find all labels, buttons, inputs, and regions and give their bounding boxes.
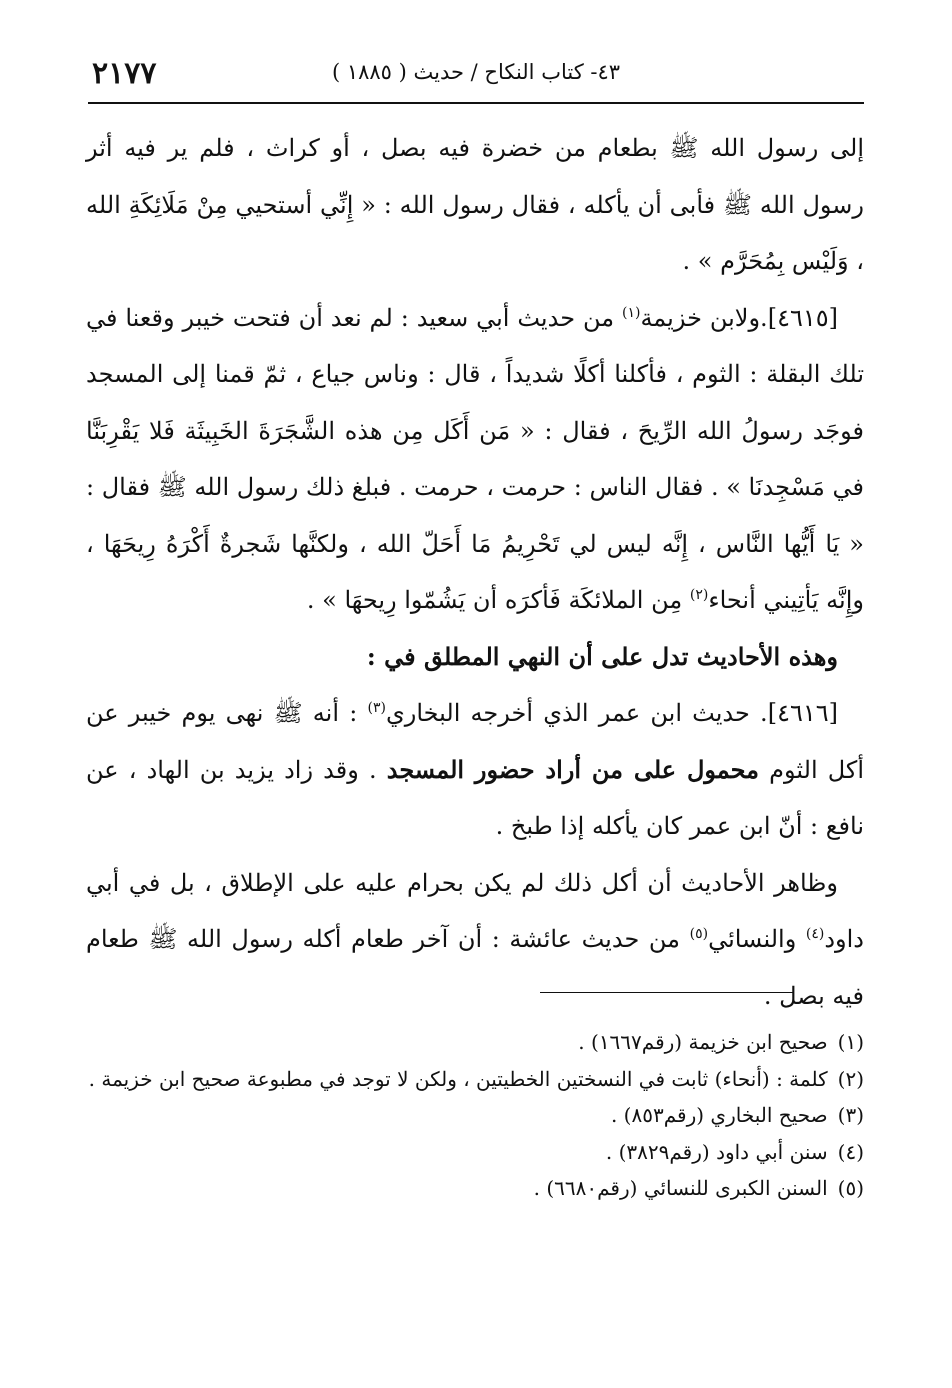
footnote-number: (١) xyxy=(837,1030,864,1054)
footnote-text: السنن الكبرى للنسائي (رقم٦٦٨٠) . xyxy=(533,1176,828,1200)
paragraph-last xyxy=(86,855,864,1025)
page-header xyxy=(88,58,864,98)
footnote-1 xyxy=(86,1024,864,1061)
paragraph-text: من حديث أبي سعيد : لم نعد أن فتحت خيبر وقعنا في تلك البقلة : الثوم ، فأكلنا أكلًا شديداً ، قال : وناس جياع ، ثمّ قمنا إلى المسجد فوجَد رسولُ الله الرِّيحَ ، فقال : « مَن أَكَل مِن هذه الشَّجَرَةَ الخَبِيثَة فَلا يَقْرِبَنَّا في مَسْجِدنَا » . فقال الناس : حرمت ، حرمت . فبلغ ذلك رسول الله ﷺ فقال : « يَا أَيُّها النَّاس ، إِنَّه ليس لي تَحْرِيمُ مَا أَحَلّ الله ، ولكنَّها شَجرةٌ أَكْرَهُ رِيحَهَا ، وإِنَّه يَأتِيني أنحاء xyxy=(86,303,864,614)
footnotes xyxy=(86,1024,864,1207)
footnote-text: كلمة : (أنحاء) ثابت في النسختين الخطيتين ، ولكن لا توجد في مطبوعة صحيح ابن خزيمة . xyxy=(88,1066,828,1091)
footnote-separator xyxy=(540,992,794,993)
paragraph-text: : أنه ﷺ نهى يوم خيبر عن أكل الثوم xyxy=(86,699,865,784)
footnote-ref-1: (١) xyxy=(621,304,641,321)
footnote-number: (٣) xyxy=(837,1103,864,1127)
paragraph-text: .ولابن خزيمة xyxy=(640,303,768,332)
paragraph-text: . وقد زاد يزيد بن الهاد ، عن نافع : أنّ ابن عمر كان يأكله إذا طبخ . xyxy=(86,755,864,840)
footnote-3 xyxy=(86,1097,864,1134)
main-text xyxy=(86,120,864,1024)
footnote-number: (٥) xyxy=(837,1176,864,1200)
running-header-title: ٤٣- كتاب النكاح / حديث ( ١٨٨٥ ) xyxy=(331,60,621,84)
bold-phrase: محمول على من أراد حضور المسجد xyxy=(386,754,760,784)
footnote-ref-5: (٥) xyxy=(689,926,709,942)
hadith-number: [٤٦١٦] xyxy=(767,699,838,727)
footnote-ref-3: (٣) xyxy=(367,700,386,716)
section-heading: وهذه الأحاديث تدل على أن النهي المطلق في : xyxy=(366,641,838,671)
paragraph-4616 xyxy=(86,685,864,855)
footnote-5 xyxy=(86,1170,864,1207)
footnote-ref-4: (٤) xyxy=(805,926,825,942)
paragraph-1: إلى رسول الله ﷺ بطعام من خضرة فيه بصل ، أو كراث ، فلم ير فيه أثر رسول الله ﷺ فأبى أن يأكله ، فقال رسول الله : « إِنِّي أستحيي مِنْ مَلَائِكَةِ الله ، وَلَيْس بِمُحَرَّم » . xyxy=(86,134,864,275)
footnote-text: صحيح البخاري (رقم٨٥٣) . xyxy=(610,1103,828,1127)
paragraph-text: مِن الملائكَة فَأكرَه أن يَشُمّوا رِيحهَا » . xyxy=(306,586,690,614)
paragraph-text: من حديث عائشة : أن آخر طعام أكله رسول الله ﷺ طعام فيه بصل . xyxy=(86,925,864,1010)
page-number: ٢١٧٧ xyxy=(92,56,157,91)
footnote-ref-2: (٢) xyxy=(689,587,709,603)
footnote-text: صحيح ابن خزيمة (رقم١٦٦٧) . xyxy=(578,1030,828,1054)
paragraph-text: وظاهر الأحاديث أن أكل ذلك لم يكن بحرام عليه على الإطلاق ، بل في أبي داود xyxy=(86,868,864,953)
footnote-text: سنن أبي داود (رقم٣٨٢٩) . xyxy=(605,1139,828,1164)
paragraph-4615 xyxy=(86,290,864,629)
paragraph-text: والنسائي xyxy=(708,925,806,953)
paragraph-text: . حديث ابن عمر الذي أخرجه البخاري xyxy=(385,699,768,727)
header-rule xyxy=(88,102,864,104)
footnote-number: (٤) xyxy=(837,1139,864,1164)
footnote-2 xyxy=(86,1061,864,1098)
footnote-4 xyxy=(86,1134,864,1171)
hadith-number: [٤٦١٥] xyxy=(767,303,839,332)
footnote-number: (٢) xyxy=(837,1066,864,1091)
